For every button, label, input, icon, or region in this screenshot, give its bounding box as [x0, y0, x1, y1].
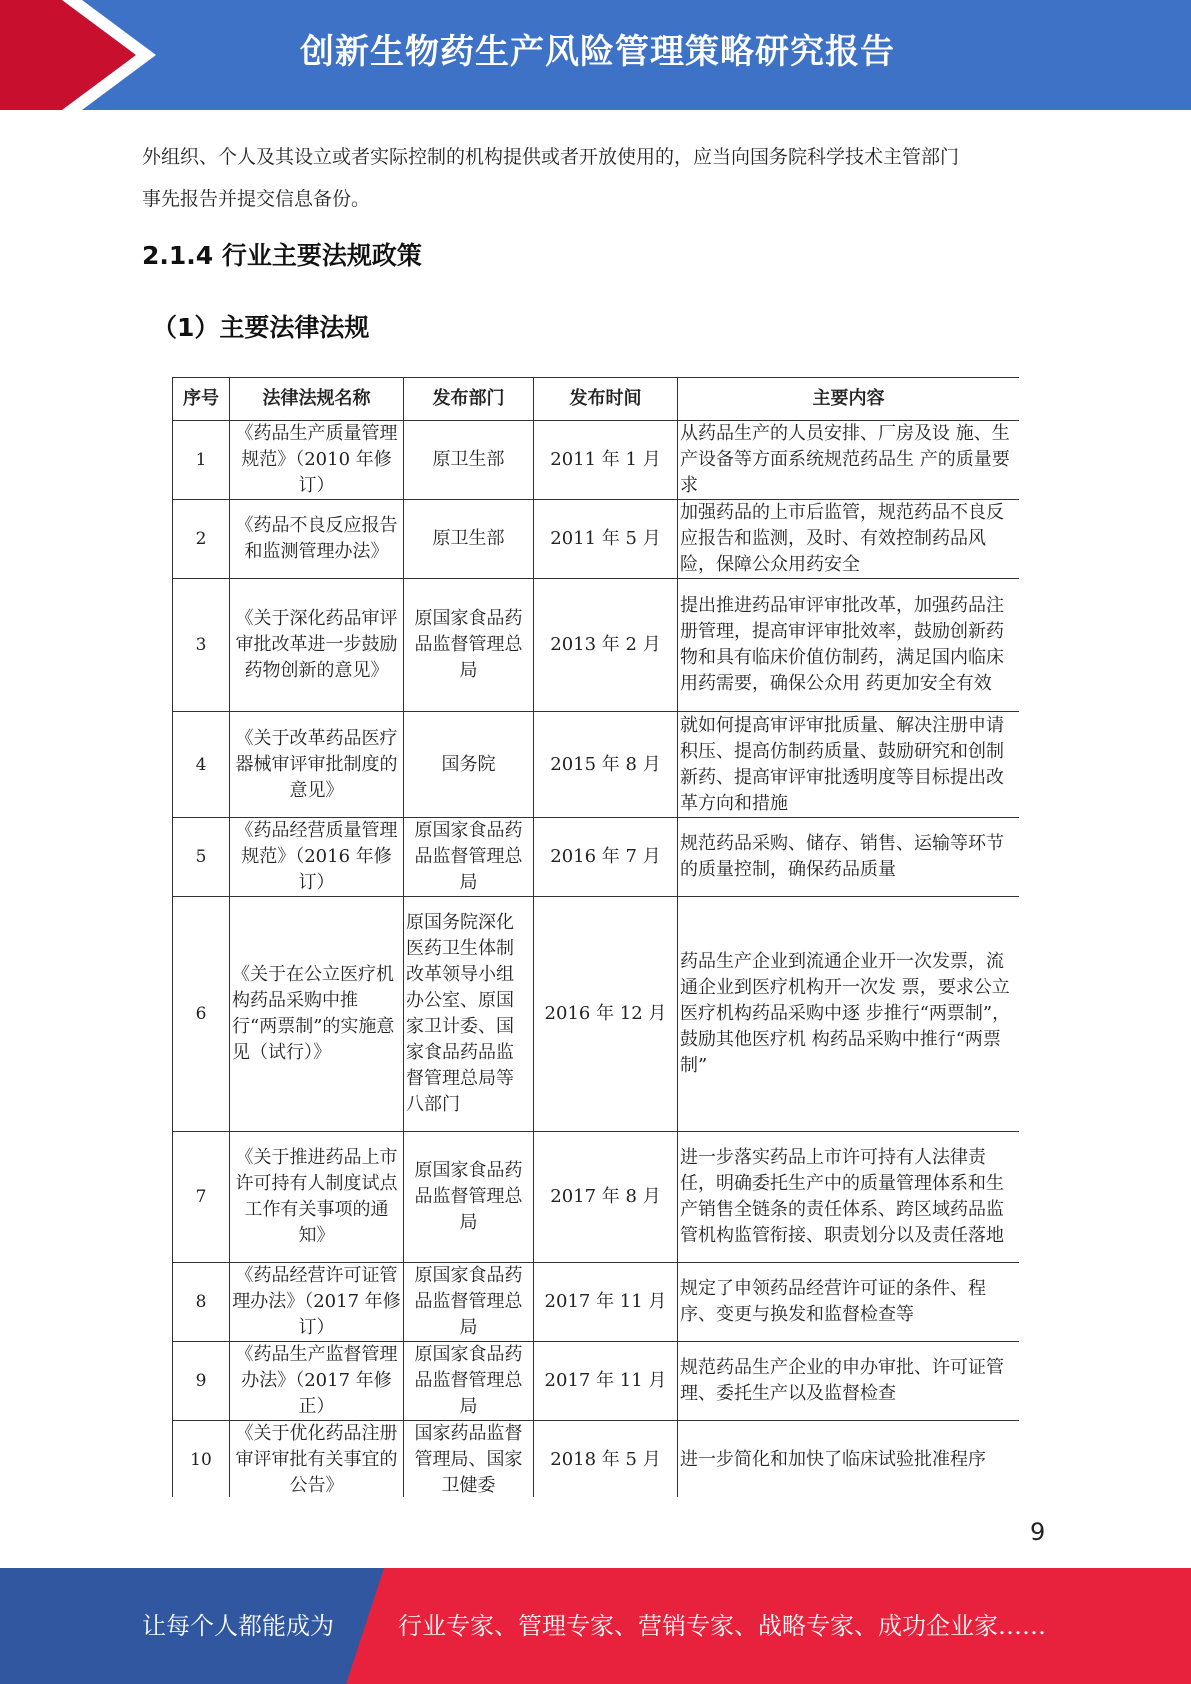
row-name: 《药品经营质量管理规范》（2016 年修订）	[230, 818, 404, 897]
row-date: 2018 年 5 月	[534, 1421, 678, 1498]
row-content: 加强药品的上市后监管，规范药品不良反应报告和监测，及时、有效控制药品风险，保障公众用药安全	[678, 500, 1020, 579]
row-name: 《药品生产监督管理办法》（2017 年修正）	[230, 1342, 404, 1421]
report-title: 创新生物药生产风险管理策略研究报告	[300, 32, 895, 72]
row-date: 2011 年 1 月	[534, 421, 678, 500]
row-no: 4	[173, 712, 230, 818]
row-no: 2	[173, 500, 230, 579]
row-content: 规范药品采购、储存、销售、运输等环节的质量控制，确保药品质量	[678, 818, 1020, 897]
row-dept: 原国家食品药品监督管理总局	[404, 579, 534, 712]
intro-line: 外组织、个人及其设立或者实际控制的机构提供或者开放使用的，应当向国务院科学技术主管部门	[142, 146, 960, 168]
header-cell-content: 主要内容	[678, 378, 1020, 421]
table-row	[173, 818, 1020, 897]
table-row	[173, 1421, 1020, 1498]
sub-heading: （1）主要法律法规	[152, 313, 370, 342]
table-row	[173, 1263, 1020, 1342]
row-content: 进一步简化和加快了临床试验批准程序	[678, 1421, 1020, 1498]
row-dept: 原国家食品药品监督管理总局	[404, 1263, 534, 1342]
regulations-table-wrapper	[172, 377, 1019, 1497]
row-content: 就如何提高审评审批质量、解决注册申请积压、提高仿制药质量、鼓励研究和创制新药、提高审评审批透明度等目标提出改革方向和措施	[678, 712, 1020, 818]
table-row	[173, 579, 1020, 712]
row-date: 2016 年 12 月	[534, 897, 678, 1132]
page-header	[0, 0, 1191, 110]
intro-paragraph	[142, 136, 1062, 220]
row-content: 进一步落实药品上市许可持有人法律责任，明确委托生产中的质量管理体系和生产销售全链条的责任体系、跨区域药品监管机构监管衔接、职责划分以及责任落地	[678, 1132, 1020, 1263]
section-heading: 2.1.4 行业主要法规政策	[142, 241, 422, 270]
intro-line: 事先报告并提交信息备份。	[142, 188, 371, 210]
footer-slogan-left: 让每个人都能成为	[142, 1612, 334, 1640]
header-cell-name: 法律法规名称	[230, 378, 404, 421]
row-no: 3	[173, 579, 230, 712]
row-name: 《关于推进药品上市许可持有人制度试点工作有关事项的通知》	[230, 1132, 404, 1263]
row-dept: 国务院	[404, 712, 534, 818]
table-row	[173, 1132, 1020, 1263]
header-cell-no: 序号	[173, 378, 230, 421]
table-row	[173, 500, 1020, 579]
row-no: 6	[173, 897, 230, 1132]
row-content: 提出推进药品审评审批改革，加强药品注册管理，提高审评审批效率，鼓励创新药物和具有临床价值仿制药，满足国内临床用药需要，确保公众用 药更加安全有效	[678, 579, 1020, 712]
footer-slogan-right: 行业专家、管理专家、营销专家、战略专家、成功企业家……	[398, 1612, 1046, 1640]
row-name: 《关于优化药品注册审评审批有关事宜的公告》	[230, 1421, 404, 1498]
row-dept: 原卫生部	[404, 421, 534, 500]
row-name: 《关于在公立医疗机构药品采购中推行“两票制”的实施意见（试行）》	[230, 897, 404, 1132]
row-name: 《药品经营许可证管理办法》（2017 年修订）	[230, 1263, 404, 1342]
table-row	[173, 1342, 1020, 1421]
row-date: 2017 年 11 月	[534, 1263, 678, 1342]
row-no: 8	[173, 1263, 230, 1342]
row-dept: 国家药品监督管理局、国家卫健委	[404, 1421, 534, 1498]
row-name: 《关于改革药品医疗器械审评审批制度的意见》	[230, 712, 404, 818]
row-date: 2013 年 2 月	[534, 579, 678, 712]
table-header-row	[173, 378, 1020, 421]
header-arrow-decoration	[0, 0, 160, 110]
row-name: 《药品生产质量管理规范》（2010 年修订）	[230, 421, 404, 500]
row-dept: 原国家食品药品监督管理总局	[404, 1342, 534, 1421]
row-dept: 原国家食品药品监督管理总局	[404, 818, 534, 897]
row-date: 2015 年 8 月	[534, 712, 678, 818]
row-name: 《关于深化药品审评审批改革进一步鼓励药物创新的意见》	[230, 579, 404, 712]
row-no: 9	[173, 1342, 230, 1421]
row-no: 1	[173, 421, 230, 500]
table-row	[173, 897, 1020, 1132]
row-content: 规定了申领药品经营许可证的条件、程序、变更与换发和监督检查等	[678, 1263, 1020, 1342]
row-date: 2011 年 5 月	[534, 500, 678, 579]
row-date: 2017 年 11 月	[534, 1342, 678, 1421]
row-no: 10	[173, 1421, 230, 1498]
row-no: 7	[173, 1132, 230, 1263]
row-dept: 原卫生部	[404, 500, 534, 579]
row-content: 从药品生产的人员安排、厂房及设 施、生产设备等方面系统规范药品生 产的质量要求	[678, 421, 1020, 500]
page-number: 9	[1030, 1518, 1046, 1546]
table-row	[173, 421, 1020, 500]
row-no: 5	[173, 818, 230, 897]
page-footer	[0, 1568, 1191, 1684]
row-content: 药品生产企业到流通企业开一次发票，流通企业到医疗机构开一次发 票，要求公立医疗机构药品采购中逐 步推行“两票制”，鼓励其他医疗机 构药品采购中推行“两票制”	[678, 897, 1020, 1132]
row-date: 2016 年 7 月	[534, 818, 678, 897]
regulations-table	[172, 377, 1019, 1497]
table-row	[173, 712, 1020, 818]
row-name: 《药品不良反应报告和监测管理办法》	[230, 500, 404, 579]
header-cell-date: 发布时间	[534, 378, 678, 421]
row-date: 2017 年 8 月	[534, 1132, 678, 1263]
header-cell-dept: 发布部门	[404, 378, 534, 421]
row-dept: 原国务院深化医药卫生体制改革领导小组办公室、原国家卫计委、国家食品药品监督管理总局等八部门	[404, 897, 534, 1132]
row-dept: 原国家食品药品监督管理总局	[404, 1132, 534, 1263]
row-content: 规范药品生产企业的申办审批、许可证管理、委托生产以及监督检查	[678, 1342, 1020, 1421]
